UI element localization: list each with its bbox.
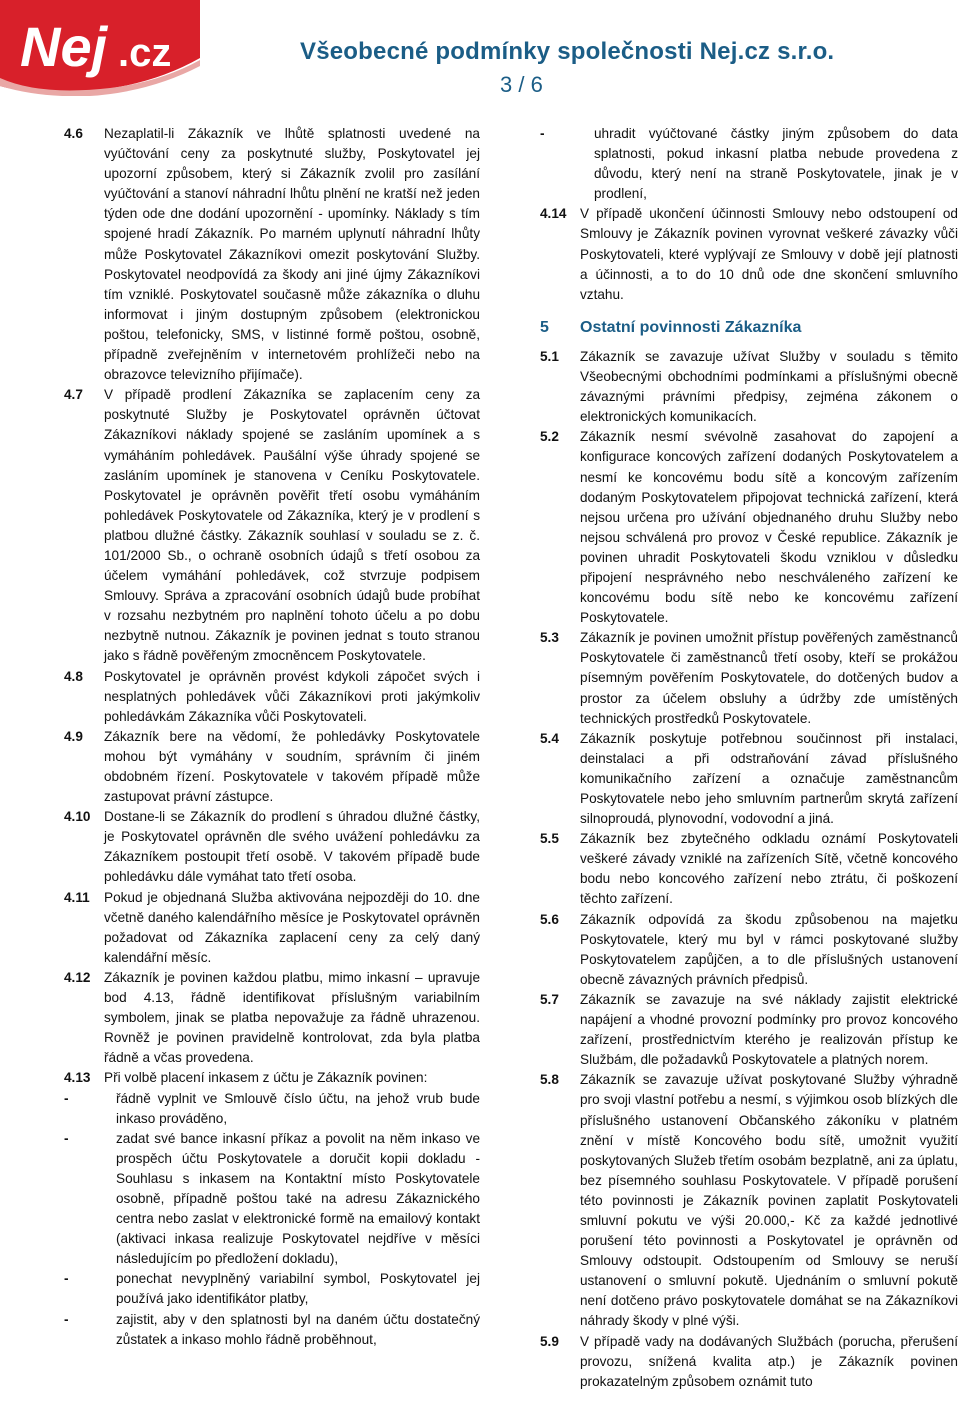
- clause-number: 4.11: [64, 889, 90, 905]
- document-title: Všeobecné podmínky společnosti Nej.cz s.r.o.: [300, 38, 835, 65]
- clause-number: 5.9: [540, 1333, 559, 1349]
- clause-text: Zákazník nesmí svévolně zasahovat do zapojení a konfigurace koncových zařízení dodaných Poskytovatelem a nesmí ke koncovému bodu sítě a koncovým zařízením dodaným Poskytovatelem připojovat technická zařízení, která nejsou určena pro užívání objednaného druhu Služby nebo nejsou schválená pro provoz v České republice. Zákazník je povinen uhradit Poskytovateli škodu vzniklou v důsledku připojení nesprávného nebo neschváleného zařízení ke koncovému bodu sítě nebo ke koncovému zařízení Poskytovatele.: [580, 429, 958, 626]
- clause-number: 4.9: [64, 728, 83, 744]
- clause-text: Při volbě placení inkasem z účtu je Zákazník povinen:: [104, 1070, 428, 1086]
- clause-5-3: [540, 628, 958, 728]
- section-heading: [540, 318, 958, 338]
- section-title: Ostatní povinnosti Zákazníka: [580, 318, 802, 336]
- clause-number: 4.14: [540, 206, 567, 222]
- clause-number: 4.10: [64, 809, 91, 825]
- clause-number: 4.8: [64, 668, 83, 684]
- list-item-text: ponechat nevyplněný variabilní symbol, Poskytovatel jej používá jako identifikátor platby,: [116, 1271, 480, 1307]
- clause-number: 5.3: [540, 630, 559, 646]
- clause-number: 5.1: [540, 348, 559, 364]
- page-number: 3 / 6: [500, 72, 543, 97]
- list-item: [64, 1089, 480, 1129]
- clause-text: Zákazník se zavazuje na své náklady zajistit elektrické napájení a vhodné provozní podmínky pro provoz koncového zařízení, prostřednictvím kterého je realizován přístup ke Službám, dle požadavků Poskytovatele a platných norem.: [580, 991, 958, 1068]
- clause-text: Zákazník bere na vědomí, že pohledávky Poskytovatele mohou být vymáhány v soudním, správním či jiném obdobném řízení. Poskytovatele v takovém případě může zastupovat právní zástupce.: [104, 728, 480, 805]
- bullet-dash: -: [64, 1271, 69, 1287]
- clause-5-5: [540, 829, 958, 909]
- list-item-text: zadat své bance inkasní příkaz a povolit na něm inkaso ve prospěch účtu Poskytovatele a doručit kopii dokladu - Souhlasu s inkasem na Kontaktní místo Poskytovatele osobně, případně poštou také na adresu Zákaznického centra nebo zaslat v elektronické formě na emailový kontakt (aktivaci inkasa realizuje Poskytovatel nejdříve v měsíci následujícím po předložení dokladu),: [116, 1130, 480, 1267]
- list-item: [64, 1129, 480, 1270]
- clause-number: 4.6: [64, 126, 83, 141]
- svg-text:Nej: Nej: [20, 15, 108, 78]
- list-item-text: řádně vyplnit ve Smlouvě číslo účtu, na jehož vrub bude inkaso prováděno,: [116, 1090, 480, 1126]
- bullet-dash: -: [64, 1311, 69, 1327]
- section-number: 5: [540, 318, 549, 336]
- left-column: [64, 124, 480, 1350]
- list-item: [64, 1310, 480, 1350]
- clause-number: 5.2: [540, 429, 559, 445]
- clause-4-9: [64, 727, 480, 807]
- clause-text: Zákazník se zavazuje užívat Služby v souladu s těmito Všeobecnými obchodními podmínkami a příslušnými obecně závaznými právními předpisy, zejména zákonem o elektronických komunikacích.: [580, 348, 958, 425]
- clause-text: Zákazník odpovídá za škodu způsobenou na majetku Poskytovatele, který mu byl v rámci poskytované služby Poskytovatelem zapůjčen, a to dle příslušných ustanovení obecně závazných právních předpisů.: [580, 911, 958, 987]
- clause-text: Poskytovatel je oprávněn provést kdykoli zápočet svých i nesplatných pohledávek vůči Zákazníkovi proti jakýmkoliv pohledávkám Zákazníka vůči Poskytovateli.: [104, 668, 480, 724]
- clause-5-1: [540, 347, 958, 427]
- clause-4-12: [64, 968, 480, 1068]
- clause-text: Pokud je objednaná Služba aktivována nejpozději do 10. dne včetně daného kalendářního měsíce je Poskytovatel oprávněn požadovat od Zákazníka zaplacení ceny za celý daný kalendářní měsíc.: [104, 889, 480, 965]
- list-item: [64, 1269, 480, 1309]
- clause-text: Zákazník bez zbytečného odkladu oznámí Poskytovateli veškeré závady vzniklé na zařízeních Sítě, včetně koncového bodu nebo koncového zařízení nebo ztrátu, či poškození těchto zařízení.: [580, 831, 958, 907]
- list-item: [540, 124, 958, 204]
- clause-5-4: [540, 729, 958, 829]
- clause-number: 5.8: [540, 1072, 559, 1088]
- clause-text: V případě ukončení účinnosti Smlouvy nebo odstoupení od Smlouvy je Zákazník povinen vyrovnat veškeré závazky vůči Poskytovateli, které vyplývají ze Smlouvy v době její platnosti a účinnosti, a to do 10 dnů ode dne skončení smluvního vztahu.: [580, 206, 958, 302]
- nej-cz-logo: [0, 0, 200, 96]
- list-item-text: zajistit, aby v den splatnosti byl na daném účtu dostatečný zůstatek a inkaso mohlo řádně proběhnout,: [116, 1311, 480, 1347]
- clause-text: Zákazník poskytuje potřebnou součinnost při instalaci, deinstalaci a při odstraňování závad příslušného komunikačního zařízení a označuje zaměstnancům Poskytovatele nebo jeho smluvním partnerům skrytá zařízení silnoproudá, plynovodní, vodovodní a jiná.: [580, 730, 958, 827]
- clause-text: V případě vady na dodávaných Službách (porucha, přerušení provozu, snížená kvalita atp.) je Zákazník povinen prokazatelným způsobem oznámit tuto: [580, 1333, 958, 1389]
- clause-5-7: [540, 990, 958, 1070]
- clause-text: Dostane-li se Zákazník do prodlení s úhradou dlužné částky, je Poskytovatel oprávněn dle svého uvážení pohledávku za Zákazníkem postoupit třetí osobě. V takovém případě bude pohledávku dále vymáhat tato třetí osoba.: [104, 809, 480, 885]
- clause-text: Zákazník je povinen každou platbu, mimo inkasní – upravuje bod 4.13, řádně identifikovat příslušným variabilním symbolem, jinak se platba nepovažuje za řádně uhrazenou. Rovněž je povinen pravidelně kontrolovat, zda byla platba řádně a včas provedena.: [104, 969, 480, 1066]
- clause-4-13: [64, 1068, 480, 1088]
- clause-number: 4.13: [64, 1070, 91, 1086]
- bullet-dash: -: [64, 1130, 69, 1146]
- clause-text: V případě prodlení Zákazníka se zaplacením ceny za poskytnuté Služby je Poskytovatel oprávněn účtovat Zákazníkovi náklady spojené se zasláním upomínek a s vymáháním pohledávek. Paušální výše úhrady spojené se zasláním upomínek je stanovena v Ceníku Poskytovatele. Poskytovatel je oprávněn pověřit třetí osobu vymáháním pohledávek Poskytovatele od Zákazníka, který je v prodlení s platbou dlužné částky. Zákazník souhlasí v souladu se z. č. 101/2000 Sb., o ochraně osobních údajů s třetí osobou za účelem vymáhání pohledávek, což stvrzuje podpisem Smlouvy. Správa a zpracování osobních údajů bude probíhat v rozsahu nezbytném pro naplnění tohoto účelu a po dobu nezbytně nutnou. Zákazník je povinen jednat s touto stranou jako s řádně pověřeným zmocněncem Poskytovatele.: [104, 387, 480, 664]
- clause-text: Zákazník se zavazuje užívat poskytované Služby výhradně pro svoji vlastní potřebu a nesmí, s výjimkou osob blízkých dle příslušného ustanovení Občanského zákoníku v platném znění v místě Koncového bodu sítě, umožnit využití poskytovaných Služeb třetím osobám bezplatně, ani za úplatu, bez písemného souhlasu Poskytovatele. V případě porušení této povinnosti je Zákazník povinen zaplatit Poskytovateli smluvní pokutu ve výši 20.000,- Kč za každé jednotlivé porušení této povinnosti a Poskytovatel je oprávněn od Smlouvy odstoupit. Odstoupením od Smlouvy se neruší ustanovení o smluvní pokutě. Ujednáním o smluvní pokutě není dotčeno právo poskytovatele domáhat se na Zákazníkovi náhrady škody v plné výši.: [580, 1072, 958, 1329]
- clause-text: Zákazník je povinen umožnit přístup pověřených zaměstnanců Poskytovatele či zaměstnanců třetí osoby, kteří se prokážou písemným pověřením Poskytovatele, do dotčených budov a prostor za účelem obsluhy a údržby zde umístěných technických prostředků Poskytovatele.: [580, 630, 958, 726]
- clause-5-6: [540, 910, 958, 990]
- clause-number: 4.12: [64, 969, 91, 985]
- clause-number: 5.7: [540, 991, 559, 1007]
- clause-text: Nezaplatil-li Zákazník ve lhůtě splatnosti uvedené na vyúčtování ceny za poskytnuté služby, Poskytovatel jej upozorní způsobem, který si Zákazník zvolil pro zasílání vyúčtování a stanoví náhradní lhůtu plnění ne kratší než jeden týden ode dne dodání upozornění - upomínky. Náklady s tím spojené hradí Zákazník. Po marném uplynutí náhradní lhůty může Poskytovatel Zákazníkovi omezit poskytování Služby. Poskytovatel neodpovídá za škody ani jiné újmy Zákazníkovi tím vzniklé. Poskytovatel současně může zákazníka o dluhu informovat i jiným dostupným způsobem (elektronickou poštou, telefonicky, SMS, v listinné formě poštou, osobně, případně zveřejněním v internetovém prohlížeči nebo na obrazovce televizního přijímače).: [104, 126, 480, 383]
- clause-4-6: [64, 124, 480, 385]
- clause-number: 4.7: [64, 387, 83, 403]
- clause-number: 5.4: [540, 730, 559, 746]
- clause-4-11: [64, 888, 480, 968]
- bullet-dash: -: [64, 1090, 69, 1106]
- svg-text:.cz: .cz: [118, 31, 172, 75]
- clause-4-7: [64, 385, 480, 666]
- clause-4-14: [540, 204, 958, 304]
- clause-5-2: [540, 427, 958, 628]
- clause-4-10: [64, 807, 480, 887]
- bullet-dash: -: [540, 126, 545, 141]
- right-column: [540, 124, 958, 1392]
- clause-number: 5.6: [540, 911, 559, 927]
- clause-number: 5.5: [540, 831, 559, 847]
- clause-5-9: [540, 1332, 958, 1392]
- list-item-text: uhradit vyúčtované částky jiným způsobem do data splatnosti, pokud inkasní platba nebude provedena z důvodu, který není na straně Poskytovatele, jinak je v prodlení,: [594, 126, 958, 202]
- clause-4-8: [64, 667, 480, 727]
- clause-5-8: [540, 1070, 958, 1331]
